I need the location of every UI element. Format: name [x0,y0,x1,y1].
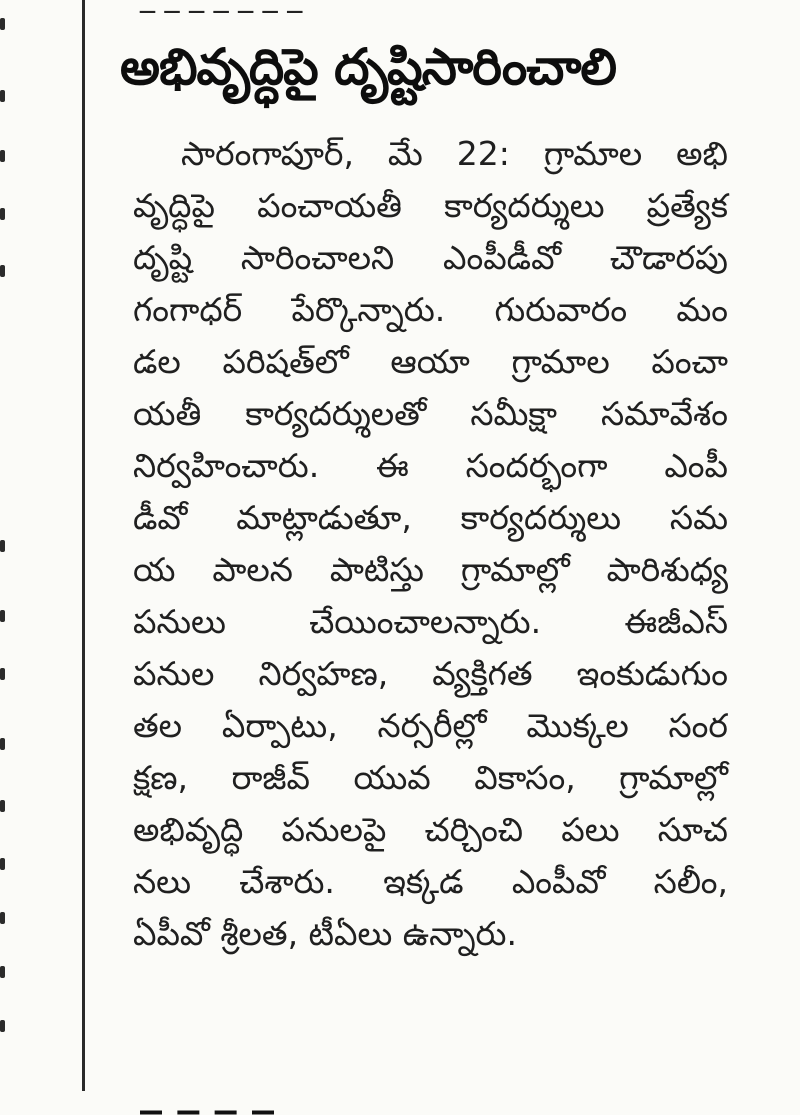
margin-mark [0,540,5,552]
margin-mark [0,912,5,924]
left-margin [0,0,82,1091]
cropped-bottom-heading [140,1064,400,1115]
article-line: పనుల నిర్వహణ, వ్యక్తిగత ఇంకుడుగుం [133,654,728,693]
margin-mark [0,610,5,622]
article-line: ఏపీవో శ్రీలత, టీఏలు ఉన్నారు. [133,914,517,953]
article-line: య పాలన పాటిస్తు గ్రామాల్లో పారిశుధ్య [133,550,728,589]
margin-mark [0,18,5,30]
article-line: యతీ కార్యదర్శులతో సమీక్షా సమావేశం [133,394,728,433]
margin-mark [0,858,5,870]
article-line: నిర్వహించారు. ఈ సందర్భంగా ఎంపీ [133,446,728,485]
article-line: సారంగాపూర్, మే 22: గ్రామాల అభి [181,134,728,173]
article-line: దృష్టి సారించాలని ఎంపీడీవో చౌడారపు [133,238,728,277]
article-line: డల పరిషత్‌లో ఆయా గ్రామాల పంచా [133,342,728,381]
article-line: పనులు చేయించాలన్నారు. ఈజీఎస్ [133,602,728,641]
article-body [133,128,728,960]
margin-mark [0,90,5,102]
margin-mark [0,738,5,750]
article-line: నలు చేశారు. ఇక్కడ ఎంపీవో సలీం, [133,862,728,901]
margin-mark [0,265,5,277]
article-line: గంగాధర్ పేర్కొన్నారు. గురువారం మం [133,290,728,329]
margin-mark [0,668,5,680]
margin-mark [0,1020,5,1032]
margin-mark [0,800,5,812]
column-rule [82,0,85,1091]
article-line: తల ఏర్పాటు, నర్సరీల్లో మొక్కల సంర [133,706,728,745]
article-line: క్షణ, రాజీవ్ యువ వికాసం, గ్రామాల్లో [133,758,728,797]
article-line: అభివృద్ధి పనులపై చర్చించి పలు సూచ [133,810,728,849]
cropped-top-text [140,0,700,8]
article-line: వృద్ధిపై పంచాయతీ కార్యదర్శులు ప్రత్యేక [133,186,728,225]
cropped-top-text-content [140,0,700,12]
article-line: డీవో మాట్లాడుతూ, కార్యదర్శులు సమ [133,498,728,537]
margin-mark [0,150,5,162]
margin-mark [0,966,5,978]
margin-mark [0,208,5,220]
cropped-bottom-heading-content: _ _ _ _ [140,1064,274,1115]
article-headline: అభివృద్ధిపై దృష్టిసారించాలి [120,38,617,96]
